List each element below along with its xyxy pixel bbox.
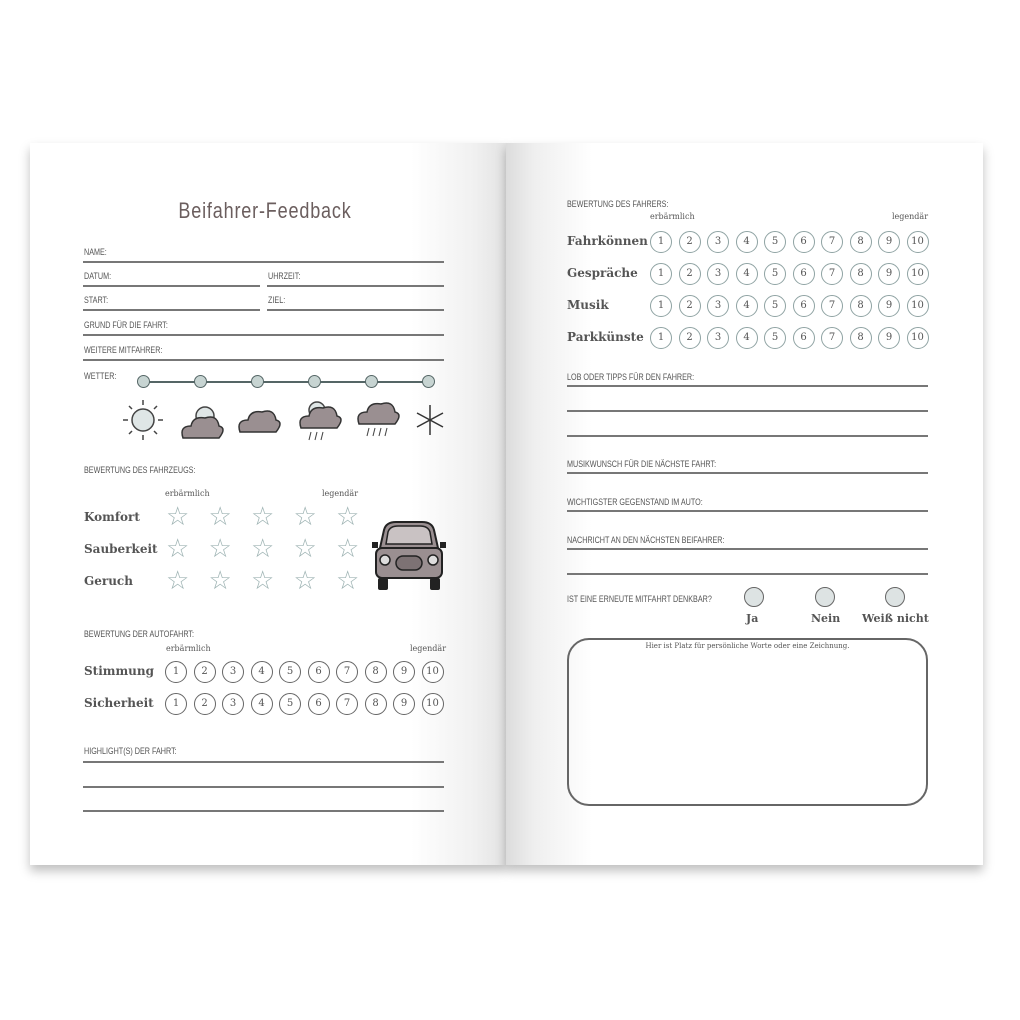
lob-line-2[interactable] (567, 410, 928, 412)
rating-option[interactable]: 3 (707, 327, 729, 349)
uhrzeit-field[interactable] (267, 285, 444, 287)
rating-option[interactable]: 6 (793, 231, 815, 253)
rating-option[interactable]: 4 (736, 295, 758, 317)
star-icon[interactable]: ☆ (208, 534, 232, 564)
weather-option-cloud-rain[interactable] (365, 375, 378, 388)
sun-icon (123, 400, 163, 440)
start-label: START: (84, 295, 109, 305)
rating-row-label: Stimmung (84, 664, 155, 678)
driver-low-label: erbärmlich (650, 212, 695, 221)
rating-option[interactable]: 9 (878, 231, 900, 253)
rating-option[interactable]: 3 (707, 231, 729, 253)
weather-option-sun[interactable] (137, 375, 150, 388)
star-icon[interactable]: ☆ (166, 534, 190, 564)
rating-option[interactable]: 10 (907, 295, 929, 317)
rating-option[interactable]: 9 (878, 327, 900, 349)
question-label: IST EINE ERNEUTE MITFAHRT DENKBAR? (567, 594, 712, 604)
rating-option[interactable]: 3 (707, 295, 729, 317)
rating-option[interactable]: 8 (850, 263, 872, 285)
star-icon[interactable]: ☆ (251, 534, 275, 564)
rating-option[interactable]: 8 (850, 295, 872, 317)
rating-option[interactable]: 7 (821, 231, 843, 253)
rating-option[interactable]: 2 (679, 231, 701, 253)
driver-high-label: legendär (892, 212, 929, 221)
option-weiss-nicht-label: Weiß nicht (862, 612, 929, 625)
vehicle-high-label: legendär (322, 489, 359, 498)
rating-row-label: Gespräche (567, 266, 638, 280)
star-icon[interactable]: ☆ (336, 502, 360, 532)
notes-box-caption: Hier ist Platz für persönliche Worte oder eine Zeichnung. (645, 642, 850, 650)
rating-option[interactable]: 6 (793, 327, 815, 349)
rating-option[interactable]: 2 (679, 295, 701, 317)
rating-row-label: Fahrkönnen (567, 234, 648, 248)
weather-slider-track (143, 381, 428, 383)
option-nein-label: Nein (811, 612, 841, 625)
driver-heading: BEWERTUNG DES FAHRERS: (567, 199, 669, 209)
rating-option[interactable]: 7 (821, 327, 843, 349)
rating-option[interactable]: 5 (764, 327, 786, 349)
star-icon[interactable]: ☆ (208, 502, 232, 532)
snowflake-icon (417, 405, 443, 435)
rating-option[interactable]: 10 (422, 693, 444, 715)
rating-option[interactable]: 6 (308, 693, 330, 715)
weather-option-sun-cloud-rain[interactable] (308, 375, 321, 388)
name-label: NAME: (84, 247, 107, 257)
rating-option[interactable]: 9 (393, 693, 415, 715)
option-ja-label: Ja (746, 612, 759, 625)
rating-option[interactable]: 2 (679, 263, 701, 285)
rating-option[interactable]: 9 (393, 661, 415, 683)
star-icon[interactable]: ☆ (293, 534, 317, 564)
cloud-icon (239, 411, 280, 432)
uhrzeit-label: UHRZEIT: (268, 271, 301, 281)
rating-option[interactable]: 8 (365, 693, 387, 715)
rating-option[interactable]: 1 (650, 295, 672, 317)
gegenstand-field[interactable] (567, 510, 928, 512)
lob-label: LOB ODER TIPPS FÜR DEN FAHRER: (567, 372, 695, 382)
vehicle-row-label: Geruch (84, 574, 133, 588)
musik-field[interactable] (567, 472, 928, 474)
weather-option-cloud[interactable] (251, 375, 264, 388)
highlights-line-1[interactable] (83, 761, 444, 763)
ride-low-label: erbärmlich (166, 644, 211, 653)
rating-row-label: Sicherheit (84, 696, 154, 710)
notes-box[interactable] (567, 638, 928, 806)
car-icon (372, 520, 446, 592)
rating-option[interactable]: 10 (907, 327, 929, 349)
weather-icons (115, 398, 455, 444)
rating-option[interactable]: 4 (736, 327, 758, 349)
rating-option[interactable]: 1 (650, 263, 672, 285)
sun-cloud-icon (182, 407, 223, 438)
rating-option[interactable]: 4 (251, 693, 273, 715)
star-icon[interactable]: ☆ (293, 502, 317, 532)
nachricht-line-1[interactable] (567, 548, 928, 550)
highlights-label: HIGHLIGHT(S) DER FAHRT: (84, 746, 177, 756)
weather-option-snowflake[interactable] (422, 375, 435, 388)
rating-option[interactable]: 6 (793, 295, 815, 317)
mitfahrer-field[interactable] (83, 359, 444, 361)
grund-label: GRUND FÜR DIE FAHRT: (84, 320, 168, 330)
rating-option[interactable]: 5 (764, 231, 786, 253)
star-icon[interactable]: ☆ (293, 566, 317, 596)
rating-option[interactable]: 7 (336, 661, 358, 683)
star-icon[interactable]: ☆ (336, 534, 360, 564)
rating-option[interactable]: 3 (222, 693, 244, 715)
ride-high-label: legendär (410, 644, 447, 653)
rating-option[interactable]: 8 (850, 327, 872, 349)
option-weiss-nicht-radio[interactable] (885, 587, 905, 607)
rating-option[interactable]: 4 (251, 661, 273, 683)
rating-option[interactable]: 2 (194, 693, 216, 715)
rating-option[interactable]: 2 (679, 327, 701, 349)
nachricht-line-2[interactable] (567, 573, 928, 575)
vehicle-row-label: Komfort (84, 510, 140, 524)
name-field[interactable] (83, 261, 444, 263)
star-icon[interactable]: ☆ (166, 566, 190, 596)
option-nein-radio[interactable] (815, 587, 835, 607)
rating-option[interactable]: 8 (365, 661, 387, 683)
rating-option[interactable]: 5 (764, 263, 786, 285)
rating-option[interactable]: 7 (336, 693, 358, 715)
highlights-line-3[interactable] (83, 810, 444, 812)
rating-row-label: Musik (567, 298, 609, 312)
ride-heading: BEWERTUNG DER AUTOFAHRT: (84, 629, 195, 639)
rating-option[interactable]: 1 (650, 231, 672, 253)
start-field[interactable] (83, 309, 260, 311)
star-icon[interactable]: ☆ (251, 566, 275, 596)
rating-option[interactable]: 3 (222, 661, 244, 683)
rating-option[interactable]: 4 (736, 263, 758, 285)
rating-option[interactable]: 5 (279, 661, 301, 683)
rating-option[interactable]: 1 (650, 327, 672, 349)
mitfahrer-label: WEITERE MITFAHRER: (84, 345, 163, 355)
lob-line-3[interactable] (567, 435, 928, 437)
rating-option[interactable]: 10 (907, 263, 929, 285)
vehicle-heading: BEWERTUNG DES FAHRZEUGS: (84, 465, 196, 475)
rating-option[interactable]: 3 (707, 263, 729, 285)
rating-option[interactable]: 7 (821, 295, 843, 317)
star-icon[interactable]: ☆ (208, 566, 232, 596)
star-icon[interactable]: ☆ (166, 502, 190, 532)
datum-label: DATUM: (84, 271, 112, 281)
vehicle-row-label: Sauberkeit (84, 542, 158, 556)
star-icon[interactable]: ☆ (251, 502, 275, 532)
highlights-line-2[interactable] (83, 786, 444, 788)
wetter-label: WETTER: (84, 371, 117, 381)
weather-option-sun-cloud[interactable] (194, 375, 207, 388)
rating-option[interactable]: 10 (422, 661, 444, 683)
cloud-rain-icon (358, 403, 399, 436)
ziel-label: ZIEL: (268, 295, 286, 305)
rating-option[interactable]: 10 (907, 231, 929, 253)
rating-option[interactable]: 1 (165, 693, 187, 715)
rating-option[interactable]: 2 (194, 661, 216, 683)
rating-option[interactable]: 1 (165, 661, 187, 683)
rating-row-label: Parkkünste (567, 330, 644, 344)
rating-option[interactable]: 8 (850, 231, 872, 253)
gegenstand-label: WICHTIGSTER GEGENSTAND IM AUTO: (567, 497, 703, 507)
vehicle-low-label: erbärmlich (165, 489, 210, 498)
lob-line-1[interactable] (567, 385, 928, 387)
musik-label: MUSIKWUNSCH FÜR DIE NÄCHSTE FAHRT: (567, 459, 717, 469)
rating-option[interactable]: 7 (821, 263, 843, 285)
ziel-field[interactable] (267, 309, 444, 311)
rating-option[interactable]: 4 (736, 231, 758, 253)
rating-option[interactable]: 9 (878, 295, 900, 317)
sun-cloud-rain-icon (300, 402, 341, 440)
rating-option[interactable]: 5 (764, 295, 786, 317)
datum-field[interactable] (83, 285, 260, 287)
grund-field[interactable] (83, 334, 444, 336)
star-icon[interactable]: ☆ (336, 566, 360, 596)
page-title: Beifahrer-Feedback (178, 198, 352, 223)
rating-option[interactable]: 5 (279, 693, 301, 715)
rating-option[interactable]: 6 (308, 661, 330, 683)
option-ja-radio[interactable] (744, 587, 764, 607)
rating-option[interactable]: 9 (878, 263, 900, 285)
rating-option[interactable]: 6 (793, 263, 815, 285)
nachricht-label: NACHRICHT AN DEN NÄCHSTEN BEIFAHRER: (567, 535, 725, 545)
